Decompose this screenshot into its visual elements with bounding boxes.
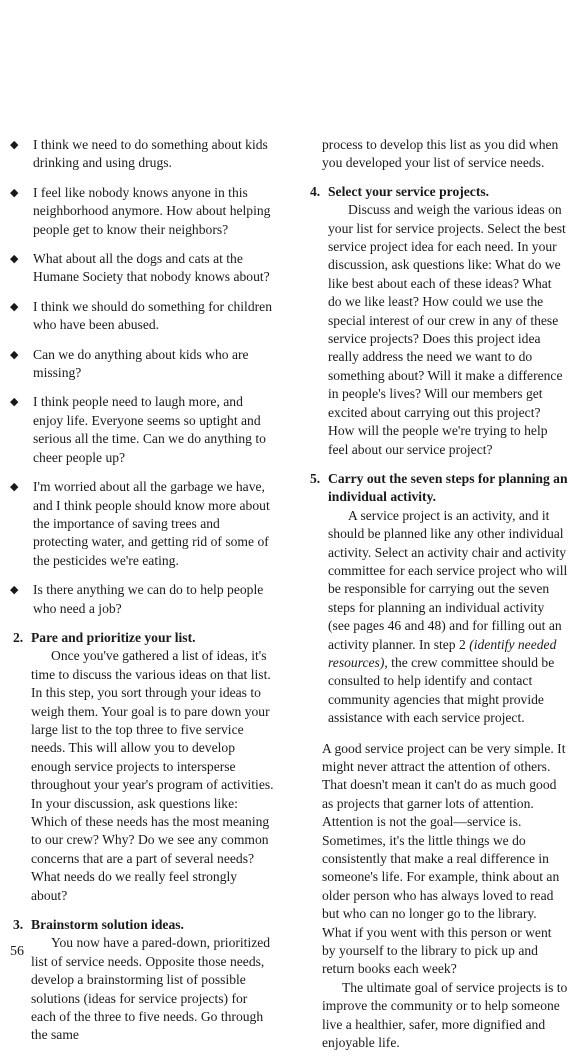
step-number: 4. xyxy=(310,183,321,199)
continuation-text: process to develop this list as you did when you developed your list of service needs. xyxy=(322,137,559,171)
diamond-bullet-icon: ◆ xyxy=(10,300,19,313)
bullet-text: Can we do anything about kids who are missing? xyxy=(33,346,249,381)
body-paragraph: The ultimate goal of service projects is to improve the community or to help someone live a healthier, safer, more dignified and enjoyable life. xyxy=(322,979,568,1051)
right-column xyxy=(310,136,568,1053)
step-body: Once you've gathered a list of ideas, it's time to discuss the various ideas on that list. In this step, you sort through your ideas to weigh them. Your goal is to pare down your large list to the top three to five service needs. This will allow you to develop enough service projects to intersperse throughout your year's program of activities. In your discussion, ask questions like: Which of these needs has the most meaning to our crew? Why? Do we see any common concerns that are a part of several needs? What needs do we really feel strongly about? xyxy=(31,648,274,903)
step-heading: Brainstorm solution ideas. xyxy=(31,917,184,933)
bullet-item xyxy=(10,478,274,570)
step-4 xyxy=(310,183,568,459)
bullet-item xyxy=(10,346,274,383)
step-heading: Select your service projects. xyxy=(328,183,490,199)
bullet-item xyxy=(10,136,274,173)
step-number: 3. xyxy=(13,917,24,933)
bullet-text: I think people need to laugh more, and enjoy life. Everyone seems so uptight and serious all the time. Can we do anything to cheer people up? xyxy=(33,394,266,465)
step-number: 2. xyxy=(13,629,24,645)
bullet-text: I'm worried about all the garbage we have, and I think people should know more about the importance of saving trees and protecting water, and getting rid of some of the pesticides we're eating. xyxy=(33,479,270,568)
step-body-text: A service project is an activity, and it should be planned like any other individual activity. Select an activity chair and activity committee for each service project who will be responsible for carrying out the seven steps for planning an individual activity (see pages 46 and 48) and for filling out an activity planner. In step 2 xyxy=(328,507,568,652)
bullet-item xyxy=(10,184,274,239)
diamond-bullet-icon: ◆ xyxy=(10,253,19,266)
diamond-bullet-icon: ◆ xyxy=(10,139,19,151)
bullet-item xyxy=(10,581,274,618)
step-body-text-end: , the crew committee should be consulted to help identify and contact community agencies that might provide assistance with each service project. xyxy=(328,654,555,726)
body-paragraph: A good service project can be very simple. It might never attract the attention of others. That doesn't mean it can't do as much good as projects that garner lots of attention. Attention is not the goal—service is. Sometimes, it's the little things we do consistently that make a real difference in someone's life. For example, think about an older person who has always loved to read but who can no longer go to the library. What if you went with this person or went by yourself to the library to pick up and return books each week? xyxy=(322,740,566,977)
step-3 xyxy=(10,916,274,1045)
diamond-bullet-icon: ◆ xyxy=(10,186,19,199)
step-number: 5. xyxy=(310,470,321,486)
bullet-item xyxy=(10,298,274,335)
step-body: Discuss and weigh the various ideas on your list for service projects. Select the best service project idea for each need. In your discussion, ask questions like: What do we like best about each of these ideas? What do we like least? How could we use the special interest of our crew in any of these service projects? Does this project idea really address the need we want to do something about? Will it make a difference in people's lives? Will our members get excited about carrying out this project? How will the people we're trying to help feel about our service project? xyxy=(328,202,566,457)
step-heading: Pare and prioritize your list. xyxy=(31,629,196,645)
bullet-text: I think we should do something for children who have been abused. xyxy=(33,298,272,333)
diamond-bullet-icon: ◆ xyxy=(10,396,19,409)
bullet-text: Is there anything we can do to help people who need a job? xyxy=(33,582,264,616)
step-body xyxy=(328,507,568,728)
bullet-item xyxy=(10,393,274,467)
page-number: 56 xyxy=(10,944,24,959)
step-body-italic: (identify needed resources) xyxy=(328,636,557,670)
bullet-text: I think we need to do something about kids drinking and using drugs. xyxy=(33,137,268,171)
left-column xyxy=(10,136,274,1056)
diamond-bullet-icon: ◆ xyxy=(10,481,19,494)
step-2 xyxy=(10,629,274,905)
diamond-bullet-icon: ◆ xyxy=(10,348,19,361)
step-5 xyxy=(310,470,568,728)
step-body: You now have a pared-down, prioritized list of service needs. Opposite those needs, develop a brainstorming list of possible solutions (ideas for service projects) for each of the three to five needs. Go through the same xyxy=(31,935,271,1043)
bullet-item xyxy=(10,250,274,287)
bullet-text: What about all the dogs and cats at the Humane Society that nobody knows about? xyxy=(33,251,270,285)
step-heading: Carry out the seven steps for planning an individual activity. xyxy=(328,470,568,505)
bullet-text: I feel like nobody knows anyone in this neighborhood anymore. How about helping people get to know their neighbors? xyxy=(33,184,271,237)
diamond-bullet-icon: ◆ xyxy=(10,584,19,597)
